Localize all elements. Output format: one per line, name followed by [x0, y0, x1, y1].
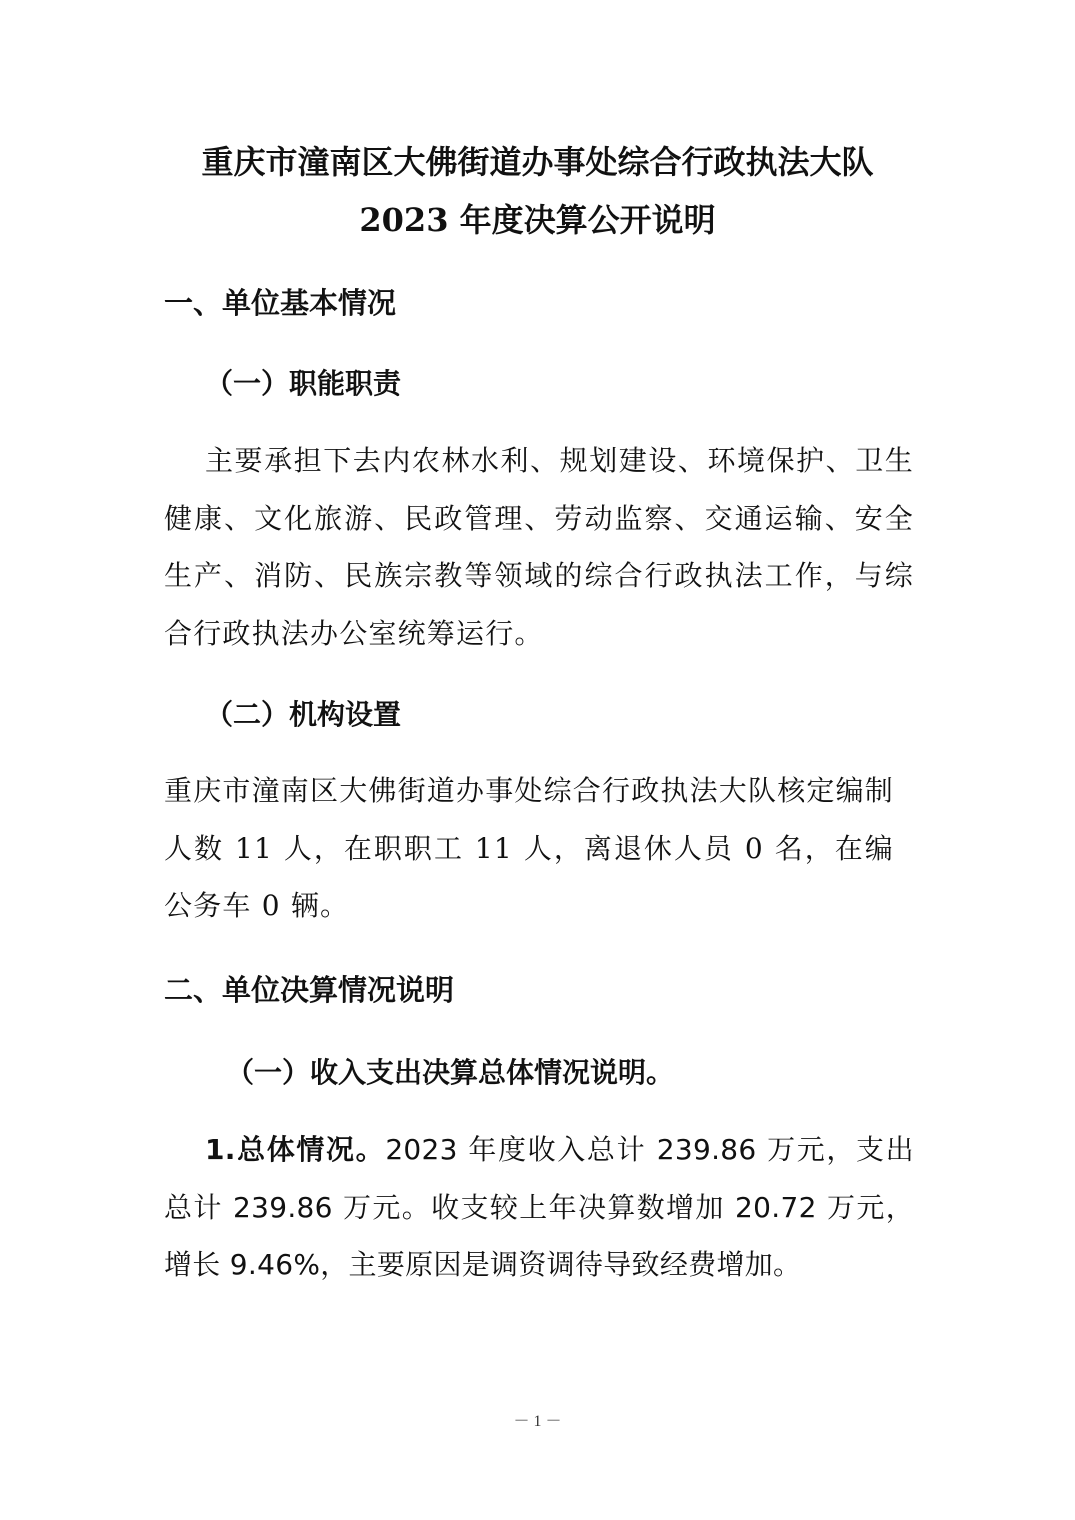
section2-heading: 二、单位决算情况说明: [164, 973, 455, 1007]
section2-item1-paragraph: [164, 1121, 914, 1294]
section1-sub2-paragraph: 重庆市潼南区大佛街道办事处综合行政执法大队核定编制人数 11 人，在职职工 11 人，离退休人员 0 名，在编公务车 0 辆。: [164, 774, 895, 922]
section2-item1-text: 2023 年度收入总计 239.86 万元，支出总计 239.86 万元。收支较上年决算数增加 20.72 万元，增长 9.46%，主要原因是调资调待导致经费增加。: [164, 1133, 914, 1281]
section1-heading: 一、单位基本情况: [164, 286, 397, 320]
section1-sub1-heading: （一）职能职责: [205, 367, 402, 400]
document-title-line1: 重庆市潼南区大佛街道办事处综合行政执法大队: [201, 143, 874, 181]
section1-sub2-heading: （二）机构设置: [205, 698, 402, 731]
section1-sub1-paragraph: 主要承担下去内农林水利、规划建设、环境保护、卫生健康、文化旅游、民政管理、劳动监察、交通运输、安全生产、消防、民族宗教等领域的综合行政执法工作，与综合行政执法办公室统筹运行。: [164, 444, 914, 650]
section2-sub1-heading: （一）收入支出决算总体情况说明。: [226, 1056, 675, 1089]
page-number: － 1 －: [513, 1413, 562, 1430]
section2-item1-lead: 1.总体情况。: [205, 1133, 386, 1166]
document-title-line2: 2023 年度决算公开说明: [359, 201, 716, 239]
